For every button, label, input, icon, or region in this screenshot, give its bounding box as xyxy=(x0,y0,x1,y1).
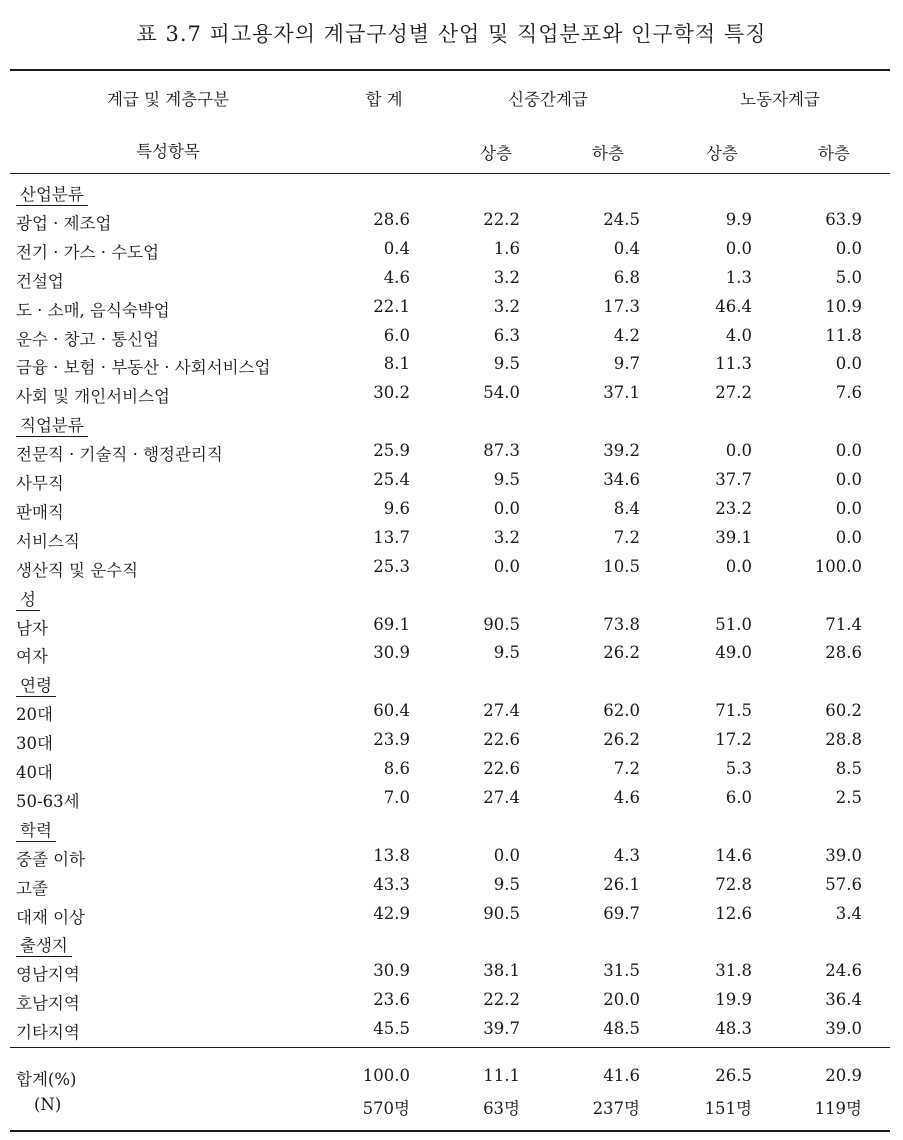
value-cell: 28.6 xyxy=(825,643,862,663)
value-cell: 31.8 xyxy=(715,961,752,981)
value-cell: 22.2 xyxy=(483,209,520,229)
value-cell: 11.3 xyxy=(715,354,752,374)
value-cell: 570명 xyxy=(362,1099,410,1118)
value-cell: 6.0 xyxy=(383,325,410,345)
value-cell: 14.6 xyxy=(715,845,752,865)
value-cell: 6.3 xyxy=(493,325,520,345)
table-row xyxy=(0,528,903,557)
value-cell: 23.2 xyxy=(715,498,752,518)
row-label: 고졸 xyxy=(16,878,48,898)
value-cell: 22.6 xyxy=(483,730,520,750)
value-cell: 39.2 xyxy=(603,441,640,461)
table-row xyxy=(0,701,903,730)
row-label: 전기 · 가스 · 수도업 xyxy=(16,242,160,262)
value-cell: 25.3 xyxy=(373,556,410,576)
row-label: 대재 이상 xyxy=(16,907,86,927)
value-cell: 0.0 xyxy=(493,556,520,576)
value-cell: 46.4 xyxy=(715,296,752,316)
value-cell: 27.4 xyxy=(483,787,520,807)
value-cell: 37.7 xyxy=(715,470,752,489)
bottom-rule xyxy=(10,1130,890,1132)
value-cell: 38.1 xyxy=(483,961,520,981)
value-cell: 0.0 xyxy=(725,441,752,461)
value-cell: 0.0 xyxy=(835,238,862,258)
value-cell: 25.4 xyxy=(373,470,410,489)
row-label: 도 · 소매, 음식숙박업 xyxy=(16,300,170,320)
row-label: 영남지역 xyxy=(16,965,80,985)
value-cell: 34.6 xyxy=(603,470,640,489)
value-cell: 26.2 xyxy=(603,643,640,663)
row-label: 전문직 · 기술직 · 행정관리직 xyxy=(16,445,223,465)
value-cell: 90.5 xyxy=(483,903,520,923)
value-cell: 17.3 xyxy=(603,296,640,316)
table-row xyxy=(0,354,903,383)
table-row xyxy=(0,557,903,586)
section-heading: 산업분류 xyxy=(20,181,84,205)
row-label: 30대 xyxy=(16,734,53,754)
section-row xyxy=(0,412,903,441)
header-rule xyxy=(10,173,890,174)
table-row xyxy=(0,441,903,470)
table-row xyxy=(0,326,903,355)
table-title: 표 3.7 피고용자의 계급구성별 산업 및 직업분포와 인구학적 특징 xyxy=(136,22,767,46)
row-label: 40대 xyxy=(16,763,53,782)
value-cell: 28.8 xyxy=(825,730,862,750)
section-heading: 연령 xyxy=(20,672,52,696)
value-cell: 0.0 xyxy=(725,238,752,258)
header-new-middle-class: 신중간계급 xyxy=(508,90,588,109)
header-working-class: 노동자계급 xyxy=(740,90,820,109)
value-cell: 57.6 xyxy=(825,874,862,894)
row-label: 기타지역 xyxy=(16,1023,80,1043)
value-cell: 7.2 xyxy=(613,759,640,778)
value-cell: 39.0 xyxy=(825,1019,862,1039)
value-cell: 5.0 xyxy=(835,267,862,287)
section-heading: 성 xyxy=(20,586,36,610)
value-cell: 1.3 xyxy=(725,267,752,287)
value-cell: 39.0 xyxy=(825,845,862,865)
value-cell: 8.1 xyxy=(383,354,410,374)
value-cell: 27.4 xyxy=(483,701,520,721)
table-row xyxy=(0,904,903,933)
table-row xyxy=(0,470,903,499)
value-cell: 9.9 xyxy=(725,209,752,229)
value-cell: 0.0 xyxy=(835,354,862,374)
value-cell: 3.2 xyxy=(493,296,520,316)
value-cell: 26.5 xyxy=(715,1066,752,1085)
value-cell: 73.8 xyxy=(603,614,640,634)
value-cell: 20.9 xyxy=(825,1066,862,1085)
value-cell: 26.2 xyxy=(603,730,640,750)
header-item-label: 특성항목 xyxy=(136,142,200,161)
table-row xyxy=(0,759,903,788)
value-cell: 0.4 xyxy=(383,238,410,258)
value-cell: 30.2 xyxy=(373,383,410,403)
row-label: 남자 xyxy=(16,618,48,638)
table-row xyxy=(0,268,903,297)
value-cell: 24.6 xyxy=(825,961,862,981)
value-cell: 19.9 xyxy=(715,990,752,1010)
value-cell: 10.9 xyxy=(825,296,862,316)
table-row xyxy=(0,499,903,528)
value-cell: 22.6 xyxy=(483,759,520,778)
totals-rule xyxy=(10,1047,890,1048)
header-class-label: 계급 및 계층구분 xyxy=(106,90,230,109)
value-cell: 36.4 xyxy=(825,990,862,1010)
value-cell: 100.0 xyxy=(814,556,862,576)
row-label: 사무직 xyxy=(16,474,64,493)
section-row xyxy=(0,672,903,701)
row-label: 중졸 이하 xyxy=(16,849,86,869)
value-cell: 24.5 xyxy=(603,209,640,229)
value-cell: 3.4 xyxy=(835,903,862,923)
value-cell: 3.2 xyxy=(493,527,520,547)
value-cell: 60.2 xyxy=(825,701,862,721)
table-row xyxy=(0,643,903,672)
value-cell: 0.0 xyxy=(493,498,520,518)
value-cell: 4.0 xyxy=(725,325,752,345)
value-cell: 9.7 xyxy=(613,354,640,374)
header-working-upper: 상층 xyxy=(706,144,738,163)
row-label: 광업 · 제조업 xyxy=(16,213,112,233)
section-heading: 직업분류 xyxy=(20,412,84,436)
value-cell: 23.9 xyxy=(373,730,410,750)
table-row xyxy=(0,1019,903,1048)
section-heading: 학력 xyxy=(20,817,52,841)
value-cell: 3.2 xyxy=(493,267,520,287)
header-working-lower: 하층 xyxy=(818,144,850,163)
value-cell: 9.5 xyxy=(493,874,520,894)
row-label: 운수 · 창고 · 통신업 xyxy=(16,329,160,349)
top-rule xyxy=(10,69,890,71)
value-cell: 63.9 xyxy=(825,209,862,229)
header-new-middle-lower: 하층 xyxy=(592,144,624,163)
value-cell: 119명 xyxy=(814,1099,862,1118)
value-cell: 237명 xyxy=(592,1099,640,1118)
row-label: 판매직 xyxy=(16,502,64,522)
value-cell: 20.0 xyxy=(603,990,640,1010)
value-cell: 7.0 xyxy=(383,787,410,807)
row-label: 호남지역 xyxy=(16,994,80,1014)
value-cell: 54.0 xyxy=(483,383,520,403)
value-cell: 4.6 xyxy=(613,787,640,807)
value-cell: 12.6 xyxy=(715,903,752,923)
value-cell: 0.0 xyxy=(725,556,752,576)
section-row xyxy=(0,932,903,961)
table-row xyxy=(0,239,903,268)
value-cell: 26.1 xyxy=(603,874,640,894)
value-cell: 17.2 xyxy=(715,730,752,750)
row-label: 서비스직 xyxy=(16,531,80,551)
value-cell: 27.2 xyxy=(715,383,752,403)
table-row xyxy=(0,210,903,239)
value-cell: 45.5 xyxy=(373,1019,410,1039)
row-label: 20대 xyxy=(16,705,53,725)
value-cell: 8.4 xyxy=(613,498,640,518)
section-row xyxy=(0,817,903,846)
value-cell: 11.1 xyxy=(483,1066,520,1085)
table-row xyxy=(0,615,903,644)
value-cell: 39.7 xyxy=(483,1019,520,1039)
value-cell: 63명 xyxy=(483,1099,520,1118)
section-row xyxy=(0,586,903,615)
value-cell: 48.5 xyxy=(603,1019,640,1039)
value-cell: 151명 xyxy=(704,1099,752,1118)
value-cell: 9.5 xyxy=(493,643,520,663)
row-label: 여자 xyxy=(16,647,48,667)
row-label: 금융 · 보험 · 부동산 · 사회서비스업 xyxy=(16,358,271,378)
value-cell: 31.5 xyxy=(603,961,640,981)
value-cell: 4.6 xyxy=(383,267,410,287)
table-row xyxy=(0,961,903,990)
value-cell: 41.6 xyxy=(603,1066,640,1085)
table-row xyxy=(0,875,903,904)
value-cell: 30.9 xyxy=(373,961,410,981)
value-cell: 9.5 xyxy=(493,470,520,489)
value-cell: 10.5 xyxy=(603,556,640,576)
value-cell: 30.9 xyxy=(373,643,410,663)
value-cell: 37.1 xyxy=(603,383,640,403)
table-row xyxy=(0,990,903,1019)
total-count-row xyxy=(0,1095,903,1124)
value-cell: 7.6 xyxy=(835,383,862,403)
value-cell: 22.2 xyxy=(483,990,520,1010)
value-cell: 28.6 xyxy=(373,209,410,229)
total-percent-row xyxy=(0,1066,903,1095)
table-row xyxy=(0,730,903,759)
table-row xyxy=(0,846,903,875)
table-row xyxy=(0,383,903,412)
value-cell: 51.0 xyxy=(715,614,752,634)
row-label: 생산직 및 운수직 xyxy=(16,560,139,580)
value-cell: 71.4 xyxy=(825,614,862,634)
value-cell: 0.0 xyxy=(493,845,520,865)
value-cell: 72.8 xyxy=(715,874,752,894)
value-cell: 13.7 xyxy=(373,527,410,547)
value-cell: 62.0 xyxy=(603,701,640,721)
value-cell: 9.5 xyxy=(493,354,520,374)
row-label: 50-63세 xyxy=(16,791,80,811)
value-cell: 8.6 xyxy=(383,759,410,778)
value-cell: 90.5 xyxy=(483,614,520,634)
header-total: 합 계 xyxy=(365,90,403,109)
value-cell: 39.1 xyxy=(715,527,752,547)
value-cell: 0.0 xyxy=(835,527,862,547)
value-cell: 5.3 xyxy=(725,759,752,778)
value-cell: 69.7 xyxy=(603,903,640,923)
value-cell: 22.1 xyxy=(373,296,410,316)
value-cell: 0.0 xyxy=(835,498,862,518)
value-cell: 6.0 xyxy=(725,787,752,807)
value-cell: 11.8 xyxy=(825,325,862,345)
value-cell: 6.8 xyxy=(613,267,640,287)
section-heading: 출생지 xyxy=(20,932,68,956)
table-row xyxy=(0,788,903,817)
value-cell: 0.4 xyxy=(613,238,640,258)
value-cell: 9.6 xyxy=(383,498,410,518)
table-row xyxy=(0,297,903,326)
value-cell: 48.3 xyxy=(715,1019,752,1039)
value-cell: 49.0 xyxy=(715,643,752,663)
value-cell: 1.6 xyxy=(493,238,520,258)
value-cell: 4.2 xyxy=(613,325,640,345)
value-cell: 2.5 xyxy=(835,787,862,807)
row-label: (N) xyxy=(34,1095,62,1114)
value-cell: 42.9 xyxy=(373,903,410,923)
value-cell: 13.8 xyxy=(373,845,410,865)
value-cell: 100.0 xyxy=(362,1066,410,1085)
value-cell: 23.6 xyxy=(373,990,410,1010)
value-cell: 87.3 xyxy=(483,441,520,461)
value-cell: 4.3 xyxy=(613,845,640,865)
row-label: 건설업 xyxy=(16,271,64,291)
value-cell: 25.9 xyxy=(373,441,410,461)
row-label: 사회 및 개인서비스업 xyxy=(16,387,170,407)
value-cell: 60.4 xyxy=(373,701,410,721)
value-cell: 8.5 xyxy=(835,759,862,778)
header-new-middle-upper: 상층 xyxy=(480,144,512,163)
row-label: 합계(%) xyxy=(16,1070,77,1089)
value-cell: 0.0 xyxy=(835,470,862,489)
value-cell: 43.3 xyxy=(373,874,410,894)
value-cell: 69.1 xyxy=(373,614,410,634)
value-cell: 0.0 xyxy=(835,441,862,461)
value-cell: 71.5 xyxy=(715,701,752,721)
value-cell: 7.2 xyxy=(613,527,640,547)
section-row xyxy=(0,181,903,210)
